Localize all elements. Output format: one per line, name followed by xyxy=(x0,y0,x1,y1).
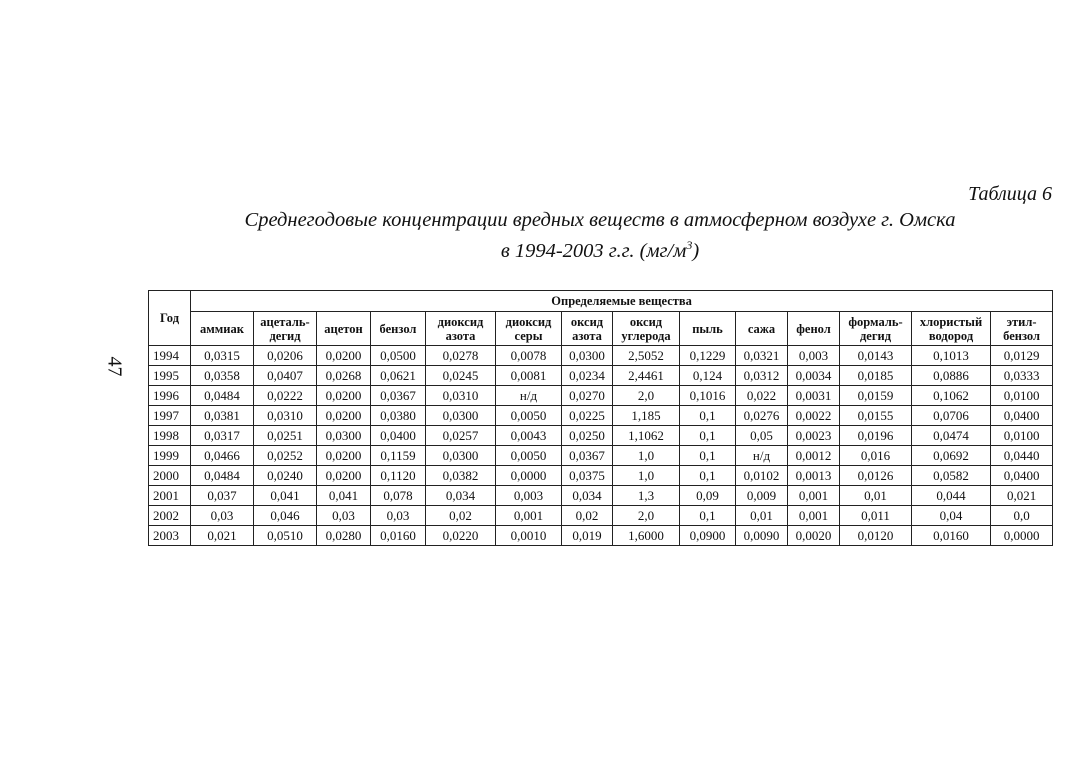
table-row xyxy=(149,366,1053,386)
value-cell: 0,0315 xyxy=(191,346,254,366)
column-header: диоксид азота xyxy=(426,312,496,346)
value-cell: 0,09 xyxy=(680,486,736,506)
column-header: пыль xyxy=(680,312,736,346)
value-cell: 0,0466 xyxy=(191,446,254,466)
value-cell: 1,6000 xyxy=(613,526,680,546)
value-cell: 0,0621 xyxy=(371,366,426,386)
value-cell: 2,0 xyxy=(613,506,680,526)
caption-line-1: Среднегодовые концентрации вредных веществ в атмосферном воздухе г. Омска xyxy=(244,209,956,231)
value-cell: 0,0382 xyxy=(426,466,496,486)
value-cell: 0,0268 xyxy=(317,366,371,386)
column-header: оксид азота xyxy=(562,312,613,346)
value-cell: 0,124 xyxy=(680,366,736,386)
value-cell: 0,0078 xyxy=(496,346,562,366)
value-cell: 0,037 xyxy=(191,486,254,506)
concentration-table xyxy=(148,290,1053,546)
value-cell: 0,0023 xyxy=(788,426,840,446)
value-cell: 0,0407 xyxy=(254,366,317,386)
value-cell: 0,003 xyxy=(496,486,562,506)
value-cell: 0,03 xyxy=(191,506,254,526)
value-cell: 0,0900 xyxy=(680,526,736,546)
value-cell: 0,01 xyxy=(840,486,912,506)
value-cell: 0,0358 xyxy=(191,366,254,386)
table-label: Таблица 6 xyxy=(968,183,1052,205)
value-cell: н/д xyxy=(736,446,788,466)
value-cell: 0,0200 xyxy=(317,386,371,406)
value-cell: 0,046 xyxy=(254,506,317,526)
value-cell: 0,0310 xyxy=(254,406,317,426)
value-cell: 0,001 xyxy=(788,486,840,506)
value-cell: 1,3 xyxy=(613,486,680,506)
value-cell: н/д xyxy=(496,386,562,406)
value-cell: 0,1 xyxy=(680,506,736,526)
value-cell: 2,5052 xyxy=(613,346,680,366)
value-cell: 0,0240 xyxy=(254,466,317,486)
table-caption xyxy=(210,208,990,264)
value-cell: 1,1062 xyxy=(613,426,680,446)
value-cell: 0,0034 xyxy=(788,366,840,386)
value-cell: 0,0510 xyxy=(254,526,317,546)
value-cell: 0,021 xyxy=(991,486,1053,506)
value-cell: 0,0090 xyxy=(736,526,788,546)
table-body xyxy=(149,346,1053,546)
value-cell: 0,0381 xyxy=(191,406,254,426)
value-cell: 0,041 xyxy=(254,486,317,506)
value-cell: 0,0692 xyxy=(912,446,991,466)
value-cell: 0,0400 xyxy=(991,406,1053,426)
year-cell: 1997 xyxy=(149,406,191,426)
value-cell: 0,1 xyxy=(680,466,736,486)
value-cell: 0,0310 xyxy=(426,386,496,406)
value-cell: 0,022 xyxy=(736,386,788,406)
value-cell: 0,0100 xyxy=(991,426,1053,446)
table-row xyxy=(149,426,1053,446)
value-cell: 0,0129 xyxy=(991,346,1053,366)
value-cell: 0,001 xyxy=(496,506,562,526)
value-cell: 0,0020 xyxy=(788,526,840,546)
value-cell: 1,0 xyxy=(613,466,680,486)
value-cell: 0,0276 xyxy=(736,406,788,426)
value-cell: 0,0010 xyxy=(496,526,562,546)
value-cell: 0,1229 xyxy=(680,346,736,366)
value-cell: 0,0250 xyxy=(562,426,613,446)
column-header: формаль- дегид xyxy=(840,312,912,346)
value-cell: 0,1159 xyxy=(371,446,426,466)
column-header: диоксид серы xyxy=(496,312,562,346)
value-cell: 0,02 xyxy=(426,506,496,526)
value-cell: 0,0251 xyxy=(254,426,317,446)
value-cell: 0,01 xyxy=(736,506,788,526)
column-header: оксид углерода xyxy=(613,312,680,346)
table-row xyxy=(149,446,1053,466)
value-cell: 0,1 xyxy=(680,426,736,446)
year-cell: 1994 xyxy=(149,346,191,366)
column-header: ацетон xyxy=(317,312,371,346)
year-cell: 2001 xyxy=(149,486,191,506)
value-cell: 0,019 xyxy=(562,526,613,546)
value-cell: 0,0196 xyxy=(840,426,912,446)
page-number: 47 xyxy=(103,356,126,377)
value-cell: 0,0000 xyxy=(496,466,562,486)
value-cell: 0,1062 xyxy=(912,386,991,406)
year-cell: 1995 xyxy=(149,366,191,386)
value-cell: 0,0278 xyxy=(426,346,496,366)
column-header: хлористый водород xyxy=(912,312,991,346)
table-header xyxy=(149,291,1053,346)
year-cell: 1996 xyxy=(149,386,191,406)
value-cell: 0,0886 xyxy=(912,366,991,386)
value-cell: 0,021 xyxy=(191,526,254,546)
value-cell: 0,0050 xyxy=(496,406,562,426)
table-row xyxy=(149,466,1053,486)
value-cell: 0,003 xyxy=(788,346,840,366)
value-cell: 0,03 xyxy=(317,506,371,526)
value-cell: 2,4461 xyxy=(613,366,680,386)
value-cell: 0,0155 xyxy=(840,406,912,426)
table-row xyxy=(149,386,1053,406)
year-cell: 1998 xyxy=(149,426,191,446)
value-cell: 0,0367 xyxy=(371,386,426,406)
column-header: сажа xyxy=(736,312,788,346)
column-header: аммиак xyxy=(191,312,254,346)
value-cell: 0,1 xyxy=(680,446,736,466)
value-cell: 0,078 xyxy=(371,486,426,506)
value-cell: 0,041 xyxy=(317,486,371,506)
value-cell: 0,1 xyxy=(680,406,736,426)
value-cell: 1,0 xyxy=(613,446,680,466)
year-cell: 2003 xyxy=(149,526,191,546)
group-header: Определяемые вещества xyxy=(191,291,1053,312)
value-cell: 0,0400 xyxy=(991,466,1053,486)
value-cell: 0,034 xyxy=(426,486,496,506)
value-cell: 0,0022 xyxy=(788,406,840,426)
table-row xyxy=(149,346,1053,366)
caption-line-2-end: ) xyxy=(692,239,700,262)
value-cell: 0,0206 xyxy=(254,346,317,366)
value-cell: 0,0102 xyxy=(736,466,788,486)
value-cell: 0,0300 xyxy=(562,346,613,366)
value-cell: 0,011 xyxy=(840,506,912,526)
column-header: бензол xyxy=(371,312,426,346)
value-cell: 0,0300 xyxy=(426,446,496,466)
value-cell: 0,03 xyxy=(371,506,426,526)
value-cell: 0,0375 xyxy=(562,466,613,486)
value-cell: 0,0100 xyxy=(991,386,1053,406)
value-cell: 0,0185 xyxy=(840,366,912,386)
value-cell: 0,1013 xyxy=(912,346,991,366)
value-cell: 0,0333 xyxy=(991,366,1053,386)
value-cell: 0,0582 xyxy=(912,466,991,486)
table-row xyxy=(149,526,1053,546)
value-cell: 0,0484 xyxy=(191,466,254,486)
value-cell: 0,0043 xyxy=(496,426,562,446)
value-cell: 0,0312 xyxy=(736,366,788,386)
table-row xyxy=(149,406,1053,426)
value-cell: 0,0367 xyxy=(562,446,613,466)
value-cell: 0,0031 xyxy=(788,386,840,406)
value-cell: 0,0200 xyxy=(317,406,371,426)
value-cell: 0,0 xyxy=(991,506,1053,526)
value-cell: 0,02 xyxy=(562,506,613,526)
value-cell: 0,0050 xyxy=(496,446,562,466)
value-cell: 0,044 xyxy=(912,486,991,506)
value-cell: 0,0300 xyxy=(317,426,371,446)
value-cell: 0,0484 xyxy=(191,386,254,406)
value-cell: 0,0706 xyxy=(912,406,991,426)
year-cell: 1999 xyxy=(149,446,191,466)
value-cell: 0,0270 xyxy=(562,386,613,406)
value-cell: 0,0257 xyxy=(426,426,496,446)
value-cell: 0,034 xyxy=(562,486,613,506)
value-cell: 0,0225 xyxy=(562,406,613,426)
value-cell: 0,1016 xyxy=(680,386,736,406)
value-cell: 0,0143 xyxy=(840,346,912,366)
value-cell: 0,0440 xyxy=(991,446,1053,466)
column-header: этил- бензол xyxy=(991,312,1053,346)
value-cell: 0,0012 xyxy=(788,446,840,466)
value-cell: 0,0245 xyxy=(426,366,496,386)
value-cell: 0,0081 xyxy=(496,366,562,386)
value-cell: 0,0280 xyxy=(317,526,371,546)
value-cell: 0,0474 xyxy=(912,426,991,446)
year-cell: 2000 xyxy=(149,466,191,486)
value-cell: 0,016 xyxy=(840,446,912,466)
column-header: фенол xyxy=(788,312,840,346)
year-column-header: Год xyxy=(149,291,191,346)
caption-unit-exponent: 3 xyxy=(686,238,693,252)
value-cell: 0,0159 xyxy=(840,386,912,406)
value-cell: 0,0013 xyxy=(788,466,840,486)
value-cell: 0,001 xyxy=(788,506,840,526)
value-cell: 0,0120 xyxy=(840,526,912,546)
year-cell: 2002 xyxy=(149,506,191,526)
value-cell: 0,0000 xyxy=(991,526,1053,546)
table-row xyxy=(149,506,1053,526)
value-cell: 0,0222 xyxy=(254,386,317,406)
value-cell: 0,0200 xyxy=(317,446,371,466)
value-cell: 0,0317 xyxy=(191,426,254,446)
caption-line-2-main: в 1994-2003 г.г. (мг/м xyxy=(500,239,687,262)
value-cell: 0,009 xyxy=(736,486,788,506)
value-cell: 1,185 xyxy=(613,406,680,426)
value-cell: 0,0500 xyxy=(371,346,426,366)
value-cell: 0,0300 xyxy=(426,406,496,426)
value-cell: 0,05 xyxy=(736,426,788,446)
value-cell: 0,0200 xyxy=(317,346,371,366)
value-cell: 0,0160 xyxy=(912,526,991,546)
value-cell: 0,0380 xyxy=(371,406,426,426)
table-row xyxy=(149,486,1053,506)
value-cell: 0,1120 xyxy=(371,466,426,486)
value-cell: 0,04 xyxy=(912,506,991,526)
value-cell: 0,0160 xyxy=(371,526,426,546)
column-header: ацеталь- дегид xyxy=(254,312,317,346)
value-cell: 0,0234 xyxy=(562,366,613,386)
caption-line-2 xyxy=(210,233,990,264)
value-cell: 0,0321 xyxy=(736,346,788,366)
value-cell: 0,0200 xyxy=(317,466,371,486)
value-cell: 0,0126 xyxy=(840,466,912,486)
value-cell: 0,0252 xyxy=(254,446,317,466)
value-cell: 0,0220 xyxy=(426,526,496,546)
value-cell: 0,0400 xyxy=(371,426,426,446)
value-cell: 2,0 xyxy=(613,386,680,406)
